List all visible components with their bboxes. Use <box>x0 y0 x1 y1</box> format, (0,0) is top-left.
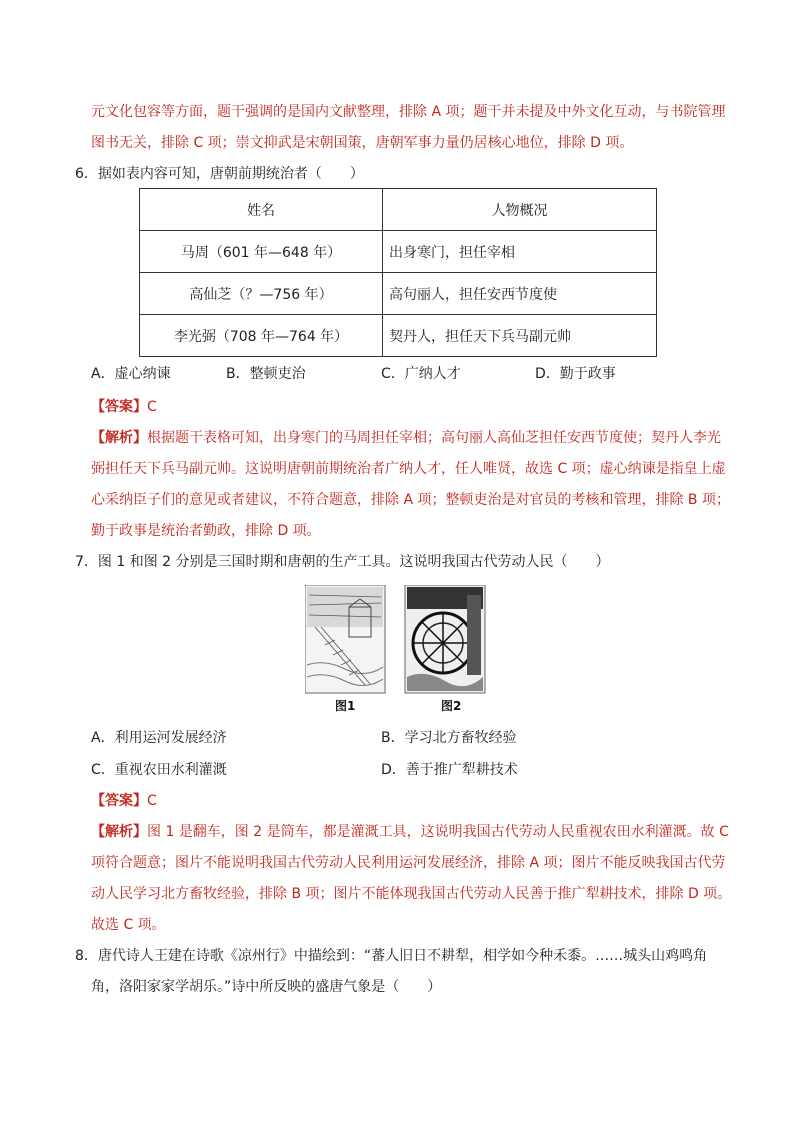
q6-answer <box>91 397 157 417</box>
table-header-profile: 人物概况 <box>383 189 657 231</box>
table-cell-profile: 出身寒门，担任宰相 <box>383 231 657 273</box>
table-cell-profile: 契丹人，担任天下兵马副元帅 <box>383 315 657 357</box>
explain-label: 【解析】 <box>91 824 147 840</box>
explain-label: 【解析】 <box>91 430 147 446</box>
q7-stem: 7．图 1 和图 2 分别是三国时期和唐朝的生产工具。这说明我国古代劳动人民（ ） <box>75 554 610 570</box>
prev-explanation-line-1: 元文化包容等方面，题干强调的是国内文献整理，排除 A 项；题干并未提及中外文化互动，与书院管理 <box>91 104 726 120</box>
q7-option-a: A．利用运河发展经济 <box>91 730 227 746</box>
q6-table <box>139 188 657 357</box>
q6-explain-line-1 <box>91 428 721 448</box>
answer-label: 【答案】 <box>91 399 147 415</box>
table-header-name: 姓名 <box>140 189 383 231</box>
table-header-row <box>140 189 657 231</box>
table-row <box>140 273 657 315</box>
table-row <box>140 315 657 357</box>
table-cell-name: 马周（601 年—648 年） <box>140 231 383 273</box>
table-row <box>140 231 657 273</box>
q7-explain-line-3: 动人民学习北方畜牧经验，排除 B 项；图片不能体现我国古代劳动人民善于推广犁耕技术，排除 D 项。 <box>91 886 732 902</box>
q8-stem-line-2: 角，洛阳家家学胡乐。”诗中所反映的盛唐气象是（ ） <box>91 979 442 995</box>
q7-answer <box>91 791 157 811</box>
figures-image <box>305 585 495 695</box>
explain-text: 根据题干表格可知，出身寒门的马周担任宰相；高句丽人高仙芝担任安西节度使；契丹人李光 <box>147 430 721 446</box>
q6-explain-line-2: 弼担任天下兵马副元帅。这说明唐朝前期统治者广纳人才，任人唯贤，故选 C 项；虚心纳谏是指皇上虚 <box>91 461 726 477</box>
answer-label: 【答案】 <box>91 793 147 809</box>
figure-1-caption: 图1 <box>335 699 356 713</box>
answer-value: C <box>147 399 157 415</box>
q6-option-c: C．广纳人才 <box>381 366 461 382</box>
q7-explain-line-4: 故选 C 项。 <box>91 917 166 933</box>
q7-option-c: C．重视农田水利灌溉 <box>91 762 227 778</box>
q6-option-b: B．整顿吏治 <box>226 366 306 382</box>
q7-figures <box>305 585 495 713</box>
q7-option-b: B．学习北方畜牧经验 <box>381 730 517 746</box>
q6-option-a: A．虚心纳谏 <box>91 366 171 382</box>
q6-explain-line-4: 勤于政事是统治者勤政，排除 D 项。 <box>91 523 321 539</box>
figure-2-image <box>405 585 485 693</box>
q7-option-d: D．善于推广犁耕技术 <box>381 762 518 778</box>
figure-1-image <box>305 585 385 693</box>
q6-option-d: D．勤于政事 <box>535 366 616 382</box>
q6-explain-line-3: 心采纳臣子们的意见或者建议，不符合题意，排除 A 项；整顿吏治是对官员的考核和管理，排除 B 项； <box>91 492 730 508</box>
table-cell-name: 李光弼（708 年—764 年） <box>140 315 383 357</box>
explain-text: 图 1 是翻车，图 2 是筒车，都是灌溉工具，这说明我国古代劳动人民重视农田水利灌溉。故 C <box>147 824 729 840</box>
q8-stem-line-1: 8．唐代诗人王建在诗歌《凉州行》中描绘到：“蕃人旧日不耕犁，相学如今种禾黍。……城头山鸡鸣角 <box>75 948 708 964</box>
prev-explanation-line-2: 图书无关，排除 C 项；崇文抑武是宋朝国策，唐朝军事力量仍居核心地位，排除 D 项。 <box>91 135 634 151</box>
q7-explain-line-1 <box>91 822 729 842</box>
q7-explain-line-2: 项符合题意；图片不能说明我国古代劳动人民利用运河发展经济，排除 A 项；图片不能反映我国古代劳 <box>91 855 726 871</box>
table-cell-profile: 高句丽人，担任安西节度使 <box>383 273 657 315</box>
figure-2-caption: 图2 <box>441 699 462 713</box>
q6-stem: 6．据如表内容可知，唐朝前期统治者（ ） <box>75 166 364 182</box>
answer-value: C <box>147 793 157 809</box>
table-cell-name: 高仙芝（？—756 年） <box>140 273 383 315</box>
